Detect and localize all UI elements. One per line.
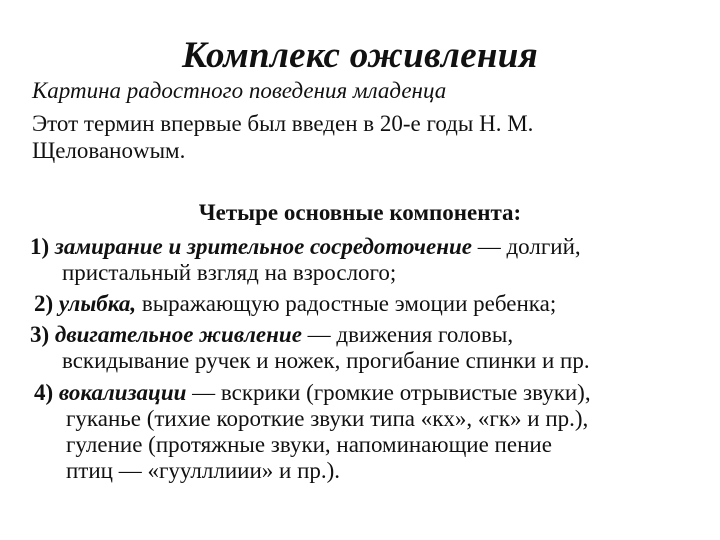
item-continuation: вскидывание ручек и ножек, прогибание спинки и пр. xyxy=(62,348,590,373)
item-term: вокализации xyxy=(58,380,187,405)
item-continuation: пристальный взгляд на взрослого; xyxy=(62,260,397,285)
slide-title: Комплекс оживления xyxy=(181,35,539,76)
item-text: — движения головы, xyxy=(301,322,514,347)
item-number: 1) xyxy=(30,234,50,259)
intro-line-2: Щелованowым. xyxy=(32,138,186,163)
intro-paragraph xyxy=(32,110,692,164)
intro-line-1: Этот термин впервые был введен в 20-е годы Н. М. xyxy=(32,111,534,136)
item-continuation: гуление (протяжные звуки, напоминающие пение xyxy=(66,432,552,457)
item-text: — долгий, xyxy=(471,234,581,259)
item-number: 3) xyxy=(30,322,50,347)
item-term: замирание и зрительное сосредоточение xyxy=(54,234,472,259)
components-heading: Четыре основные компонента: xyxy=(198,200,522,225)
component-item-1 xyxy=(30,234,581,286)
item-number: 4) xyxy=(34,380,54,405)
item-continuation: гуканье (тихие короткие звуки типа «кх», «гк» и пр.), xyxy=(66,406,589,431)
component-item-2 xyxy=(34,291,556,317)
item-term: двигательное живление xyxy=(54,322,302,347)
slide-subtitle: Картина радостного поведения младенца xyxy=(32,78,447,103)
component-item-3 xyxy=(30,322,590,374)
item-text: выражающую радостные эмоции ребенка; xyxy=(136,291,557,316)
item-continuation: птиц — «гуулллиии» и пр.). xyxy=(66,458,341,483)
item-text: — вскрики (громкие отрывистые звуки), xyxy=(186,380,591,405)
item-term: улыбка, xyxy=(58,291,137,316)
component-item-4 xyxy=(34,380,591,484)
item-number: 2) xyxy=(34,291,54,316)
